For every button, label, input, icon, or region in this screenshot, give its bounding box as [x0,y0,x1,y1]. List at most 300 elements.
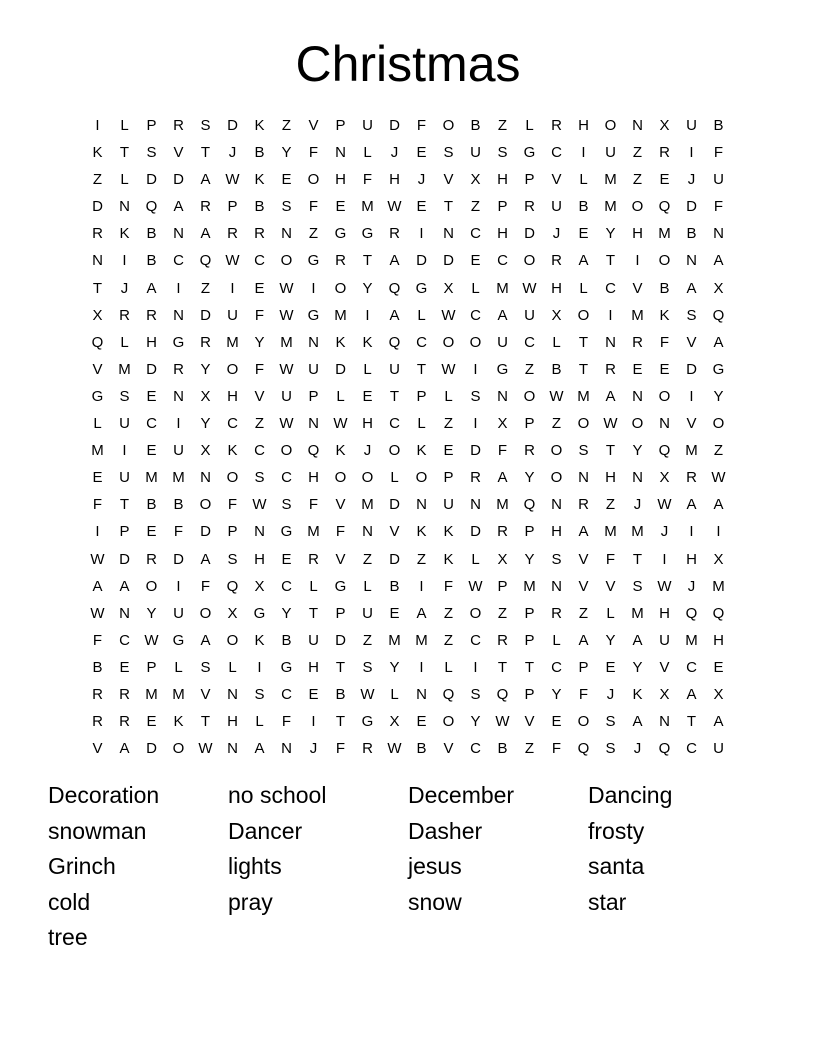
grid-row [84,139,732,166]
grid-letter: S [146,144,157,162]
grid-letter: R [200,333,211,351]
grid-letter: U [119,469,130,487]
grid-letter: N [605,333,616,351]
grid-letter: Z [443,415,454,433]
grid-letter: U [389,360,400,378]
grid-letter: W [90,604,105,622]
grid-letter: P [524,631,535,649]
grid-letter: Y [362,279,373,297]
grid-letter: E [254,279,265,297]
grid-letter: U [659,631,670,649]
grid-letter: R [335,252,346,270]
grid-letter: R [146,306,157,324]
grid-letter: J [606,685,615,703]
grid-letter: R [497,631,508,649]
grid-letter: T [686,713,697,731]
grid-letter: T [605,252,616,270]
grid-letter: I [608,306,613,324]
grid-letter: K [443,523,454,541]
grid-letter: O [577,306,590,324]
grid-letter: L [417,306,426,324]
grid-letter: Z [308,225,319,243]
grid-letter: O [334,279,347,297]
grid-letter: S [281,198,292,216]
grid-letter: D [173,550,184,568]
word-list-item: Decoration [48,782,160,808]
grid-letter: D [470,523,481,541]
grid-letter: H [362,415,373,433]
grid-letter: N [686,252,697,270]
grid-letter: R [524,442,535,460]
grid-letter: C [281,469,292,487]
grid-letter: M [361,496,374,514]
grid-letter: U [686,117,697,134]
grid-letter: C [686,658,697,676]
grid-letter: V [173,144,184,162]
word-list-item: Dasher [408,817,483,844]
word-list-item: Grinch [48,853,116,879]
grid-letter: A [92,577,103,595]
grid-letter: M [658,225,671,243]
grid-letter: Q [199,252,212,270]
grid-letter: I [95,523,100,541]
grid-letter: F [659,333,670,351]
grid-letter: C [686,740,697,758]
grid-letter: D [443,252,454,270]
grid-letter: F [416,117,427,134]
grid-letter: X [200,387,211,405]
grid-letter: E [146,442,157,460]
grid-letter: O [199,496,212,514]
grid-letter: K [416,442,427,460]
grid-letter: N [227,685,238,703]
grid-letter: U [281,387,292,405]
grid-letter: H [335,171,346,189]
grid-letter: A [713,252,724,270]
grid-letter: O [631,198,644,216]
grid-letter: E [335,198,346,216]
grid-letter: Z [524,740,535,758]
grid-letter: G [361,713,374,731]
grid-letter: T [605,442,616,460]
grid-letter: X [254,577,265,595]
grid-letter: L [93,415,102,433]
grid-letter: B [173,496,184,514]
grid-letter: C [389,415,400,433]
grid-letter: O [226,360,239,378]
grid-letter: M [280,333,293,351]
grid-letter: U [119,415,130,433]
grid-letter: I [581,144,586,162]
grid-letter: T [335,713,346,731]
grid-letter: F [308,144,319,162]
grid-letter: Z [605,496,616,514]
grid-letter: Y [632,442,643,460]
word-list-item: snow [408,888,462,915]
grid-row [84,437,732,464]
grid-letter: R [497,523,508,541]
grid-letter: I [257,658,262,676]
grid-row [84,627,732,654]
grid-letter: N [362,523,373,541]
grid-letter: C [173,252,184,270]
grid-letter: E [416,198,427,216]
grid-letter: Z [254,415,265,433]
grid-letter: Y [254,333,265,351]
grid-letter: O [280,252,293,270]
grid-letter: M [361,198,374,216]
grid-letter: Q [658,198,671,216]
grid-letter: L [390,685,399,703]
grid-letter: M [604,523,617,541]
grid-letter: G [496,360,509,378]
grid-letter: C [470,306,481,324]
grid-letter: M [118,360,131,378]
word-list-item: santa [588,853,645,879]
grid-letter: O [550,469,563,487]
grid-letter: S [605,713,616,731]
grid-letter: M [415,631,428,649]
grid-letter: C [524,333,535,351]
grid-letter: W [198,740,213,758]
grid-letter: N [551,577,562,595]
grid-letter: O [388,442,401,460]
grid-letter: M [91,442,104,460]
grid-letter: W [333,415,348,433]
grid-letter: L [444,387,453,405]
grid-letter: C [281,685,292,703]
grid-letter: G [280,658,293,676]
grid-letter: T [443,198,454,216]
grid-letter: Y [146,604,157,622]
word-list-item: no school [228,782,327,808]
grid-letter: E [578,225,589,243]
word-list-item: frosty [588,817,645,844]
grid-letter: G [172,333,185,351]
grid-letter: M [145,685,158,703]
grid-letter: O [631,415,644,433]
grid-letter: O [199,604,212,622]
grid-letter: U [713,171,724,189]
grid-letter: N [632,117,643,134]
grid-letter: N [227,740,238,758]
grid-letter: E [443,442,454,460]
grid-letter: D [119,550,130,568]
grid-letter: N [308,333,319,351]
grid-letter: Z [524,360,535,378]
grid-letter: P [335,117,346,134]
grid-letter: H [713,631,724,649]
grid-letter: S [470,685,481,703]
grid-letter: W [603,415,618,433]
grid-letter: L [444,658,453,676]
grid-letter: B [551,360,562,378]
grid-letter: M [307,523,320,541]
grid-letter: R [659,144,670,162]
grid-letter: S [470,387,481,405]
grid-letter: W [279,360,294,378]
grid-letter: E [362,387,373,405]
grid-letter: A [497,306,508,324]
grid-letter: M [577,387,590,405]
grid-letter: B [497,740,508,758]
grid-letter: L [120,171,129,189]
grid-letter: Y [281,604,292,622]
grid-letter: I [95,117,100,134]
grid-letter: F [308,198,319,216]
grid-letter: K [227,442,238,460]
word-list-item: Dancer [228,817,303,844]
grid-letter: C [551,144,562,162]
grid-letter: D [686,360,697,378]
grid-letter: M [523,577,536,595]
grid-letter: N [119,604,130,622]
grid-letter: M [496,279,509,297]
grid-letter: C [470,225,481,243]
grid-letter: S [254,685,265,703]
grid-letter: Z [200,279,211,297]
grid-letter: O [442,713,455,731]
grid-letter: W [657,577,672,595]
grid-letter: O [226,631,239,649]
grid-letter: A [146,279,157,297]
grid-letter: H [497,225,508,243]
grid-letter: G [523,144,536,162]
grid-letter: L [174,658,183,676]
grid-letter: S [227,550,238,568]
grid-letter: G [712,360,725,378]
grid-letter: U [470,144,481,162]
grid-letter: F [605,550,616,568]
grid-letter: H [497,171,508,189]
grid-letter: R [119,713,130,731]
grid-letter: N [173,225,184,243]
grid-letter: A [389,306,400,324]
grid-letter: T [92,279,103,297]
grid-letter: L [471,550,480,568]
grid-letter: K [254,117,265,134]
grid-letter: X [227,604,238,622]
grid-letter: R [92,225,103,243]
grid-row [84,275,732,302]
grid-letter: L [579,171,588,189]
word-list-item: cold [48,888,91,915]
grid-row [84,600,732,627]
grid-letter: O [442,117,455,134]
grid-letter: O [145,577,158,595]
grid-letter: X [659,685,670,703]
grid-letter: Y [524,469,535,487]
grid-letter: U [362,604,373,622]
grid-letter: H [146,333,157,351]
grid-letter: S [119,387,130,405]
grid-letter: E [659,171,670,189]
grid-letter: V [551,171,562,189]
grid-letter: P [146,117,157,134]
grid-letter: A [254,740,265,758]
grid-letter: L [363,577,372,595]
grid-letter: K [254,171,265,189]
grid-letter: O [469,333,482,351]
grid-letter: E [146,713,157,731]
grid-letter: A [578,631,589,649]
grid-letter: U [173,604,184,622]
grid-letter: B [389,577,400,595]
word-list-item: jesus [408,853,462,879]
grid-letter: X [551,306,562,324]
grid-letter: T [524,658,535,676]
grid-letter: R [308,550,319,568]
grid-letter: B [146,496,157,514]
grid-letter: U [173,442,184,460]
grid-letter: I [230,279,235,297]
grid-letter: Z [551,415,562,433]
grid-letter: F [254,360,265,378]
grid-letter: R [551,252,562,270]
grid-letter: N [281,225,292,243]
grid-letter: A [686,685,697,703]
grid-letter: Z [470,198,481,216]
grid-letter: P [578,658,589,676]
grid-letter: E [470,252,481,270]
grid-letter: K [443,550,454,568]
grid-letter: Z [362,631,373,649]
grid-letter: F [92,631,103,649]
grid-letter: K [254,631,265,649]
grid-letter: O [550,442,563,460]
grid-letter: L [579,279,588,297]
grid-letter: O [415,469,428,487]
grid-letter: C [254,442,265,460]
grid-letter: J [633,740,642,758]
grid-letter: D [389,496,400,514]
word-list-item: lights [228,853,282,879]
grid-letter: Y [713,387,724,405]
grid-letter: V [443,740,454,758]
grid-letter: O [712,415,725,433]
grid-letter: X [497,415,508,433]
grid-letter: H [227,387,238,405]
grid-letter: K [335,333,346,351]
grid-letter: O [523,252,536,270]
grid-letter: X [443,279,454,297]
grid-letter: E [146,523,157,541]
grid-letter: R [686,469,697,487]
grid-letter: Z [92,171,103,189]
grid-letter: I [473,415,478,433]
grid-letter: I [716,523,721,541]
grid-letter: R [362,740,373,758]
grid-letter: L [309,577,318,595]
grid-letter: S [578,442,589,460]
grid-letter: X [713,279,724,297]
grid-letter: H [659,604,670,622]
grid-letter: B [470,117,481,134]
grid-letter: Y [524,550,535,568]
grid-letter: I [635,252,640,270]
grid-letter: S [281,496,292,514]
grid-letter: T [416,360,427,378]
grid-letter: O [280,442,293,460]
grid-letter: V [308,117,319,134]
grid-letter: J [390,144,399,162]
grid-letter: H [389,171,400,189]
grid-letter: K [92,144,103,162]
grid-letter: A [119,577,130,595]
grid-letter: U [362,117,373,134]
grid-letter: E [713,658,724,676]
grid-letter: A [632,631,643,649]
grid-letter: Q [496,685,509,703]
grid-letter: R [200,198,211,216]
grid-letter: C [281,577,292,595]
grid-letter: H [686,550,697,568]
grid-letter: L [255,713,264,731]
grid-letter: U [551,198,562,216]
grid-letter: W [225,171,240,189]
grid-letter: L [336,387,345,405]
grid-letter: A [200,631,211,649]
grid-letter: R [173,117,184,134]
grid-letter: X [200,442,211,460]
grid-letter: M [388,631,401,649]
grid-letter: X [713,685,724,703]
grid-letter: F [713,144,724,162]
grid-letter: Y [470,713,481,731]
grid-letter: L [552,631,561,649]
grid-letter: V [200,685,211,703]
grid-letter: A [632,713,643,731]
grid-letter: H [254,550,265,568]
grid-letter: K [173,713,184,731]
word-search-grid [84,112,732,762]
grid-letter: L [606,604,615,622]
grid-letter: K [632,685,643,703]
grid-letter: D [416,252,427,270]
grid-letter: D [389,550,400,568]
grid-letter: M [685,442,698,460]
grid-letter: A [119,740,130,758]
grid-letter: Z [632,171,643,189]
grid-letter: I [122,252,127,270]
grid-row [84,302,732,329]
grid-letter: L [120,117,129,134]
grid-letter: X [713,550,724,568]
grid-letter: Z [578,604,589,622]
grid-letter: I [662,550,667,568]
grid-letter: P [227,523,238,541]
grid-letter: R [605,360,616,378]
grid-letter: L [390,469,399,487]
grid-row [84,166,732,193]
grid-letter: A [173,198,184,216]
grid-letter: Q [388,333,401,351]
grid-letter: O [307,171,320,189]
grid-letter: G [334,577,347,595]
grid-letter: Q [658,740,671,758]
grid-letter: E [632,360,643,378]
grid-letter: J [120,279,129,297]
grid-letter: Z [443,604,454,622]
grid-letter: Q [658,442,671,460]
page-title: Christmas [295,36,521,92]
grid-letter: D [470,442,481,460]
grid-letter: M [631,523,644,541]
grid-letter: G [307,306,320,324]
grid-letter: I [419,225,424,243]
grid-letter: E [389,604,400,622]
grid-letter: J [552,225,561,243]
